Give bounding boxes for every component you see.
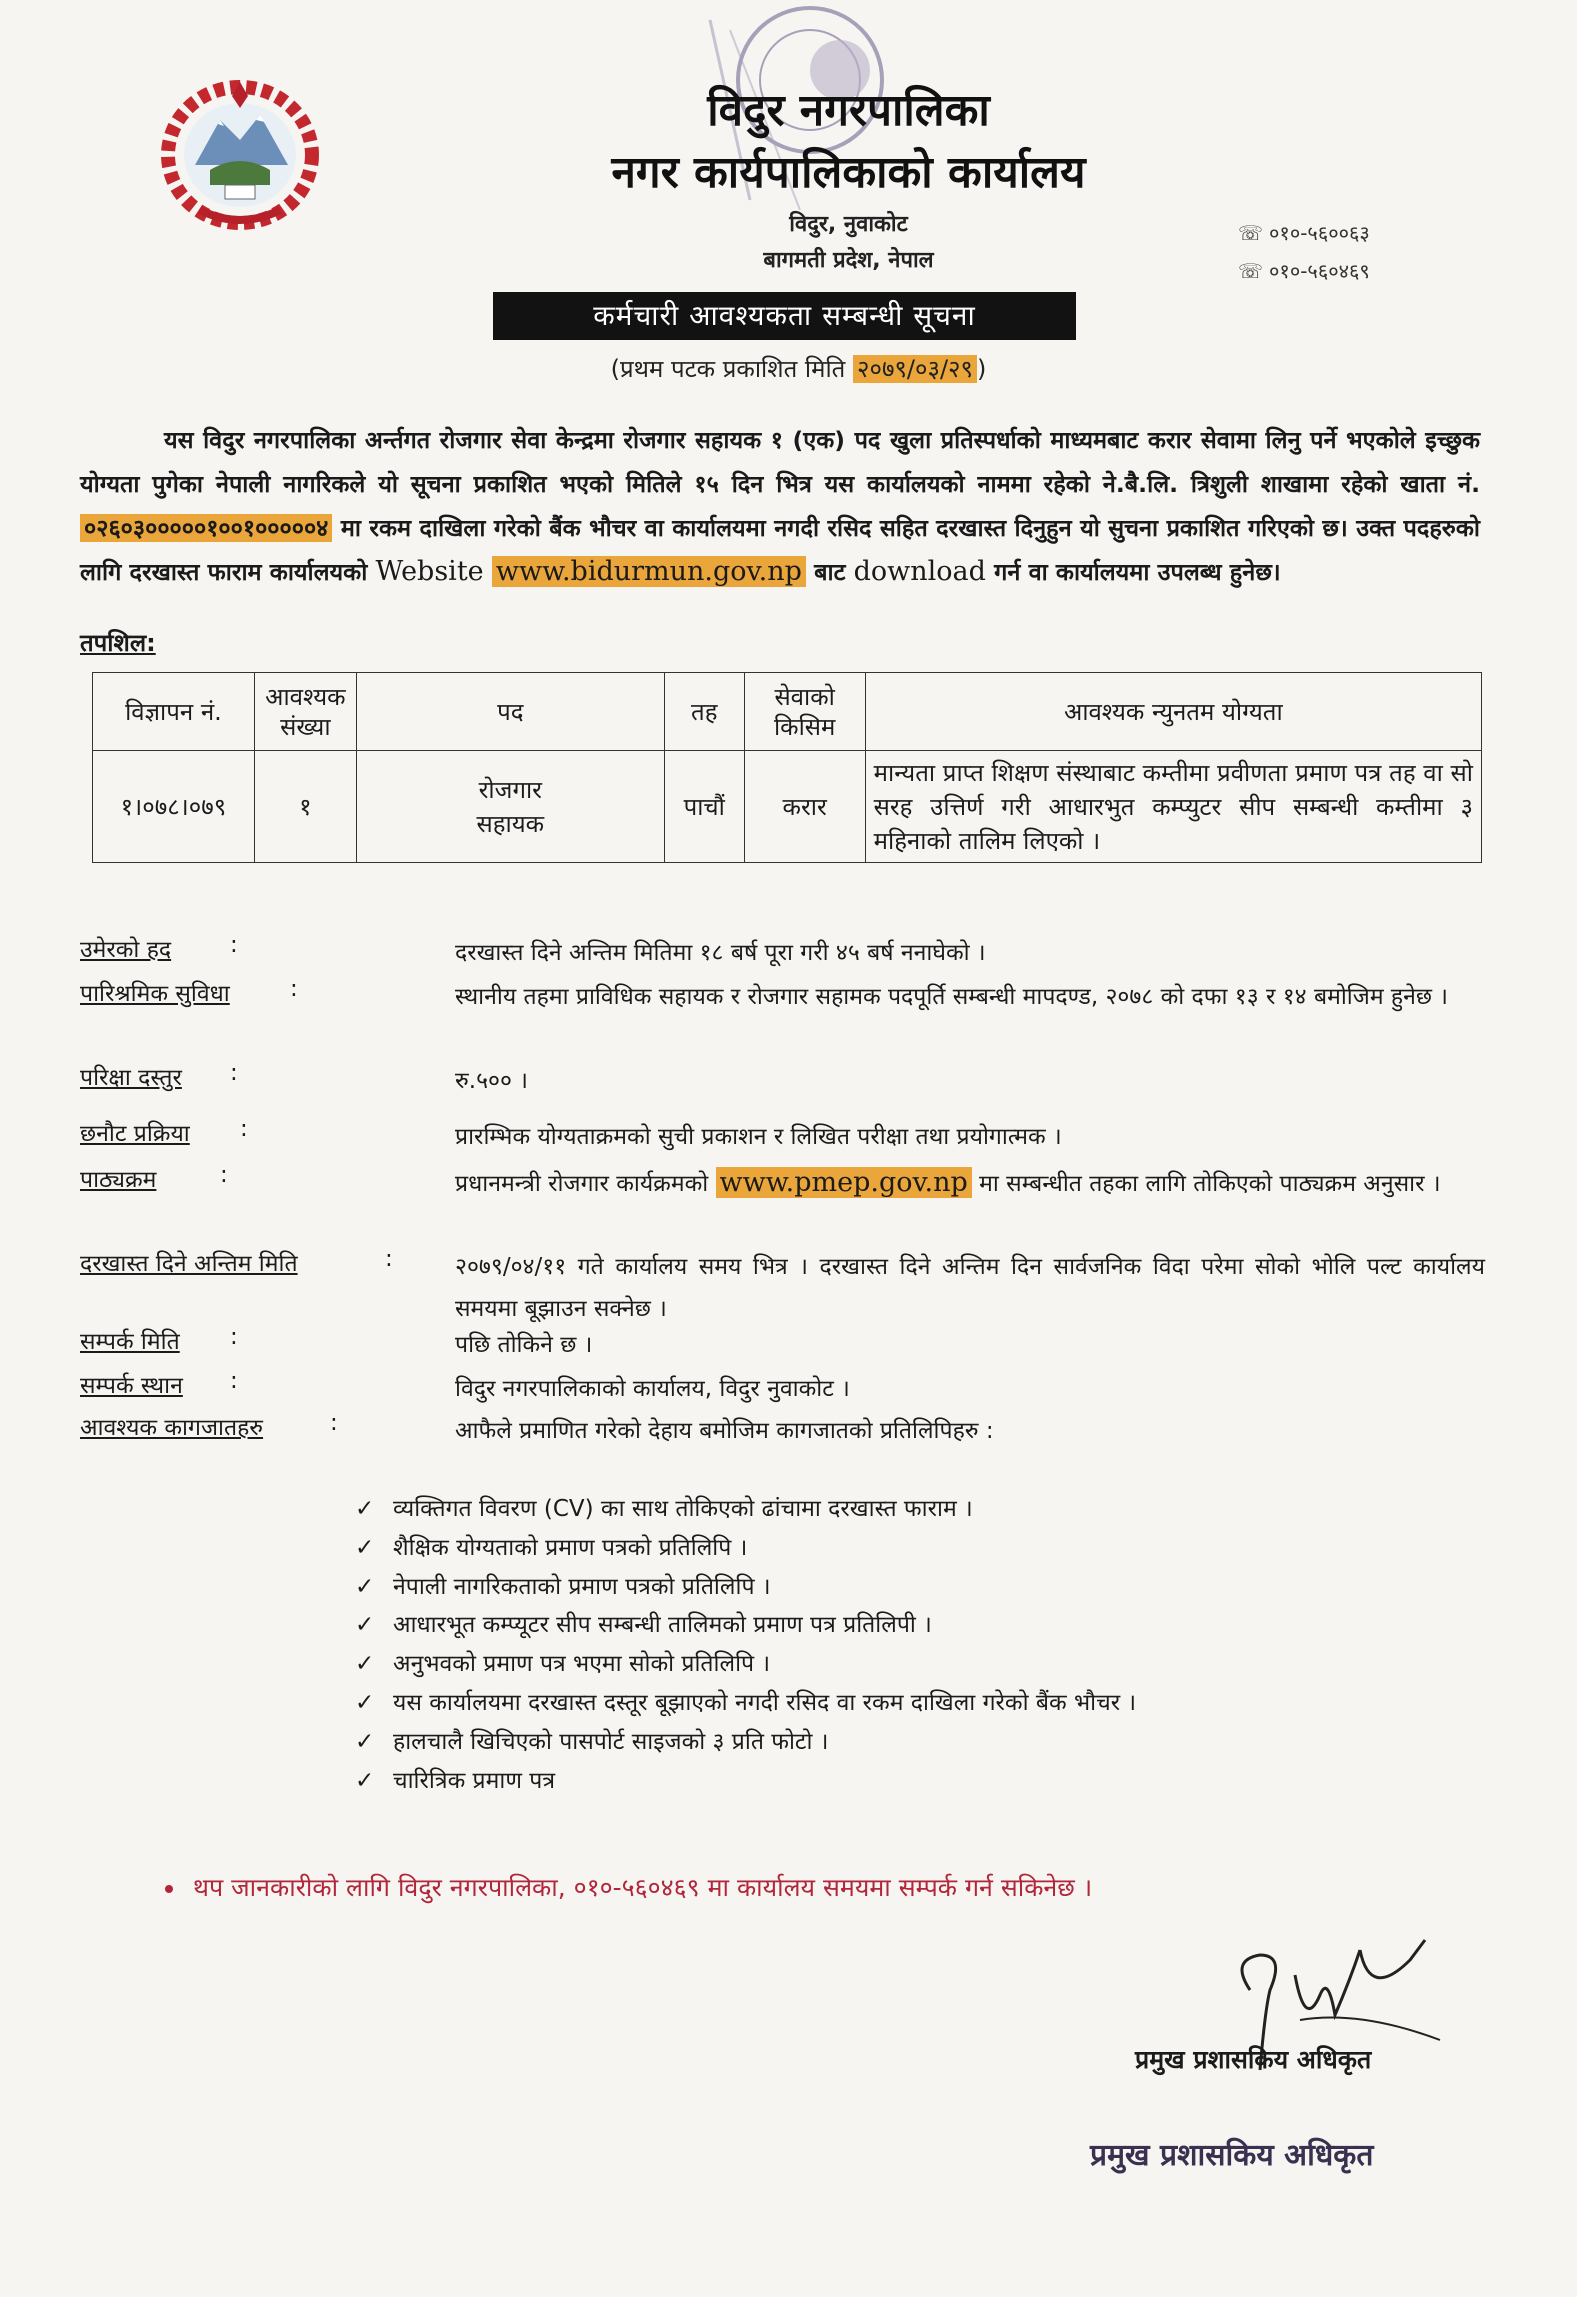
checkmark-icon: ✓ [355,1534,375,1561]
signatory-stamp: प्रमुख प्रशासकिय अधिकृत [1090,2138,1374,2173]
checkmark-icon: ✓ [355,1689,375,1716]
list-item: ✓ व्यक्तिगत विवरण (CV) का साथ तोकिएको ढांचामा दरखास्त फाराम । [355,1490,1136,1529]
document-checklist [355,1490,1136,1800]
checkmark-icon: ✓ [355,1496,375,1522]
checkmark-icon: ✓ [355,1651,375,1678]
phone-entry: ☏ ०१०-५६०४६९ [1238,252,1370,290]
syllabus-link[interactable]: www.pmep.gov.np [716,1167,972,1198]
list-item: ✓ नेपाली नागरिकताको प्रमाण पत्रको प्रतिलिपि । [355,1568,1136,1607]
account-number: ०२६०३०००००१००१०००००४ [80,514,332,542]
col-post: पद [356,673,664,751]
publication-date-line: (प्रथम पटक प्रकाशित मिति २०७९/०३/२९ ) [610,355,987,383]
notice-title: कर्मचारी आवश्यकता सम्बन्धी सूचना [493,292,1076,340]
list-item: ✓ चारित्रिक प्रमाण पत्र [355,1762,1136,1801]
list-item: ✓ शैक्षिक योग्यताको प्रमाण पत्रको प्रतिलिपि । [355,1529,1136,1568]
col-adv-no: विज्ञापन नं. [93,673,255,751]
publication-date: २०७९/०३/२९ [853,355,977,383]
cell-service-type: करार [744,751,865,863]
col-qualification: आवश्यक न्युनतम योग्यता [865,673,1481,751]
col-count: आवश्यक संख्या [254,673,356,751]
office-name: नगर कार्यपालिकाको कार्यालय [611,147,1086,198]
cell-level: पाचौं [664,751,744,863]
details-heading: तपशिल: [80,629,156,657]
notice-page: विदुर नगरपालिका नगर कार्यपालिकाको कार्यालय विदुर, नुवाकोट बागमती प्रदेश, नेपाल ☏ ०१०-५६००६३ ☏ ०१०-५६०४६९ कर्मचारी आवश्यकता सम्बन्धी सूचना (प्रथम पटक प्रकाशित मिति २०७९/०३/२९ ) यस विदुर नगरपालिका अर्न्तगत रोजगार सेवा केन्द्रमा रोजगार सहायक १ (एक) पद खुला प्रतिस्पर्धाको माध्यमबाट करार सेवामा लिनु पर्ने भएकोले इच्छुक योग्यता पुगेका नेपाली नागरिकले यो सूचना प्रकाशित भएको मितिले १५ दिन भित्र यस कार्यालयको नाममा रहेको ने.बै.लि. त्रिशुली शाखामा रहेको खाता नं. ०२६०३०००००१००१०००००४ मा रकम दाखिला गरेको बैंक भौचर वा कार्यालयमा नगदी रसिद सहित दरखास्त दिनुहुन यो सुचना प्रकाशित गरिएको छ। उक्त पदहरुको लागि दरखास्त फाराम कार्यालयको Website www.bidurmun.gov.np बाट download गर्न वा कार्यालयमा उपलब्ध हुनेछ। तपशिल: विज्ञापन नं. आवश्यक संख्या पद तह सेवाको किसिम आवश्यक न्युनतम योग्यता १।०७८।०७९ १ रोजगार सहायक पाचौं करार मान्यता प्राप्त शिक्षण संस्थाबाट कम्तीमा प्रवीणता प्रमाण पत्र तह वा सो सरह उत्तिर्ण गरी आधारभुत कम्प्युटर सीप सम्बन्धी कम्तीमा ३ महिनाको तालिम लिएको । उमेरको हद : दरखास्त दिने अन्तिम मितिमा १८ बर्ष पूरा गरी ४५ बर्ष ननाघेको । पारिश्रमिक सुविधा : स्थानीय तहमा प्राविधिक सहायक र रोजगार सहामक पदपूर्ति सम्बन्धी मापदण्ड, २०७८ को दफा १३ र १४ बमोजिम हुनेछ । परिक्षा दस्तुर : रु.५०० । छनौट प्रक्रिया : प्रारम्भिक योग्यताक्रमको सुची प्रकाशन र लिखित परीक्षा तथा प्रयोगात्मक । पाठ्यक्रम : प्रधानमन्त्री रोजगार कार्यक्रमको www.pmep.gov.np मा सम्बन्धीत तहका लागि तोकिएको पाठ्यक्रम अनुसार । दरखास्त दिने अन्तिम मिति : २०७९/०४/११ गते कार्यालय समय भित्र । दरखास्त दिने अन्तिम दिन सार्वजनिक विदा परेमा सोको भोलि पल्ट कार्यालय समयमा बूझाउन सक्नेछ । सम्पर्क मिति : पछि तोकिने छ । सम्पर्क स्थान : विदुर नगरपालिकाको कार्यालय, विदुर नुवाकोट । आवश्यक कागजातहरु : आफैले प्रमाणित गरेको देहाय बमोजिम कागजातको प्रतिलिपिहरु : ✓ व्यक्तिगत विवरण (CV) का साथ तोकिएको ढांचामा दरखास्त फाराम । ✓ शैक्षिक योग्यताको प्रमाण पत्रको प्रतिलिपि । ✓ नेपाली नागरिकताको प्रमाण पत्रको प्रतिलिपि । ✓ आधारभूत कम्प्यूटर सीप सम्बन्धी तालिमको प्रमाण पत्र प्रतिलिपी । ✓ अनुभवको प्रमाण पत्र भएमा सोको प्रतिलिपि । ✓ यस कार्यालयमा दरखास्त दस्तूर बूझाएको नगदी रसिद वा रकम दाखिला गरेको बैंक भौचर । ✓ हालचालै खिचिएको पासपोर्ट साइजको ३ प्रति फोटो । ✓ चारित्रिक प्रमाण पत्र थप जानकारीको लागि विदुर नगरपालिका, ०१०-५६०४६९ मा कार्यालय समयमा सम्पर्क गर्न सकिनेछ । प्रमुख प्रशासकिय अधिकृत प्रमुख प्रशासकिय अधिकृत [0,0,1577,2297]
vacancy-table [92,672,1482,863]
list-item: ✓ यस कार्यालयमा दरखास्त दस्तूर बूझाएको नगदी रसिद वा रकम दाखिला गरेको बैंक भौचर । [355,1684,1136,1723]
signatory-title: प्रमुख प्रशासकिय अधिकृत [1135,2045,1372,2074]
table-row [93,751,1482,863]
list-item: ✓ आधारभूत कम्प्यूटर सीप सम्बन्धी तालिमको प्रमाण पत्र प्रतिलिपी । [355,1606,1136,1645]
col-service-type: सेवाको किसिम [744,673,865,751]
table-header-row [93,673,1482,751]
phone-list [1238,214,1370,290]
municipality-name: विदुर नगरपालिका [707,85,990,136]
list-item: ✓ अनुभवको प्रमाण पत्र भएमा सोको प्रतिलिपि । [355,1645,1136,1684]
checkmark-icon: ✓ [355,1573,375,1600]
cell-count: १ [254,751,356,863]
cell-qualification: मान्यता प्राप्त शिक्षण संस्थाबाट कम्तीमा प्रवीणता प्रमाण पत्र तह वा सो सरह उत्तिर्ण गरी आधारभुत कम्प्युटर सीप सम्बन्धी कम्तीमा ३ महिनाको तालिम लिएको । [865,751,1481,863]
col-level: तह [664,673,744,751]
telephone-icon: ☏ [1238,259,1264,283]
notice-body: यस विदुर नगरपालिका अर्न्तगत रोजगार सेवा केन्द्रमा रोजगार सहायक १ (एक) पद खुला प्रतिस्पर्धाको माध्यमबाट करार सेवामा लिनु पर्ने भएकोले इच्छुक योग्यता पुगेका नेपाली नागरिकले यो सूचना प्रकाशित भएको मितिले १५ दिन भित्र यस कार्यालयको नाममा रहेको ने.बै.लि. त्रिशुली शाखामा रहेको खाता नं. ०२६०३०००००१००१०००००४ मा रकम दाखिला गरेको बैंक भौचर वा कार्यालयमा नगदी रसिद सहित दरखास्त दिनुहुन यो सुचना प्रकाशित गरिएको छ। उक्त पदहरुको लागि दरखास्त फाराम कार्यालयको Website www.bidurmun.gov.np बाट download गर्न वा कार्यालयमा उपलब्ध हुनेछ। [80,426,1480,587]
checkmark-icon: ✓ [355,1612,375,1639]
bullet-icon [165,1885,173,1893]
checkmark-icon: ✓ [355,1728,375,1755]
contact-note: थप जानकारीको लागि विदुर नगरपालिका, ०१०-५६०४६९ मा कार्यालय समयमा सम्पर्क गर्न सकिनेछ । [165,1870,1495,1904]
address-line-1: विदुर, नुवाकोट [789,212,908,237]
telephone-icon: ☏ [1238,221,1264,245]
list-item: ✓ हालचालै खिचिएको पासपोर्ट साइजको ३ प्रति फोटो । [355,1723,1136,1762]
checkmark-icon: ✓ [355,1767,375,1794]
cell-adv-no: १।०७८।०७९ [93,751,255,863]
cell-post: रोजगार सहायक [356,751,664,863]
website-link[interactable]: www.bidurmun.gov.np [492,556,806,587]
phone-entry: ☏ ०१०-५६००६३ [1238,214,1370,252]
address-line-2: बागमती प्रदेश, नेपाल [763,248,934,273]
